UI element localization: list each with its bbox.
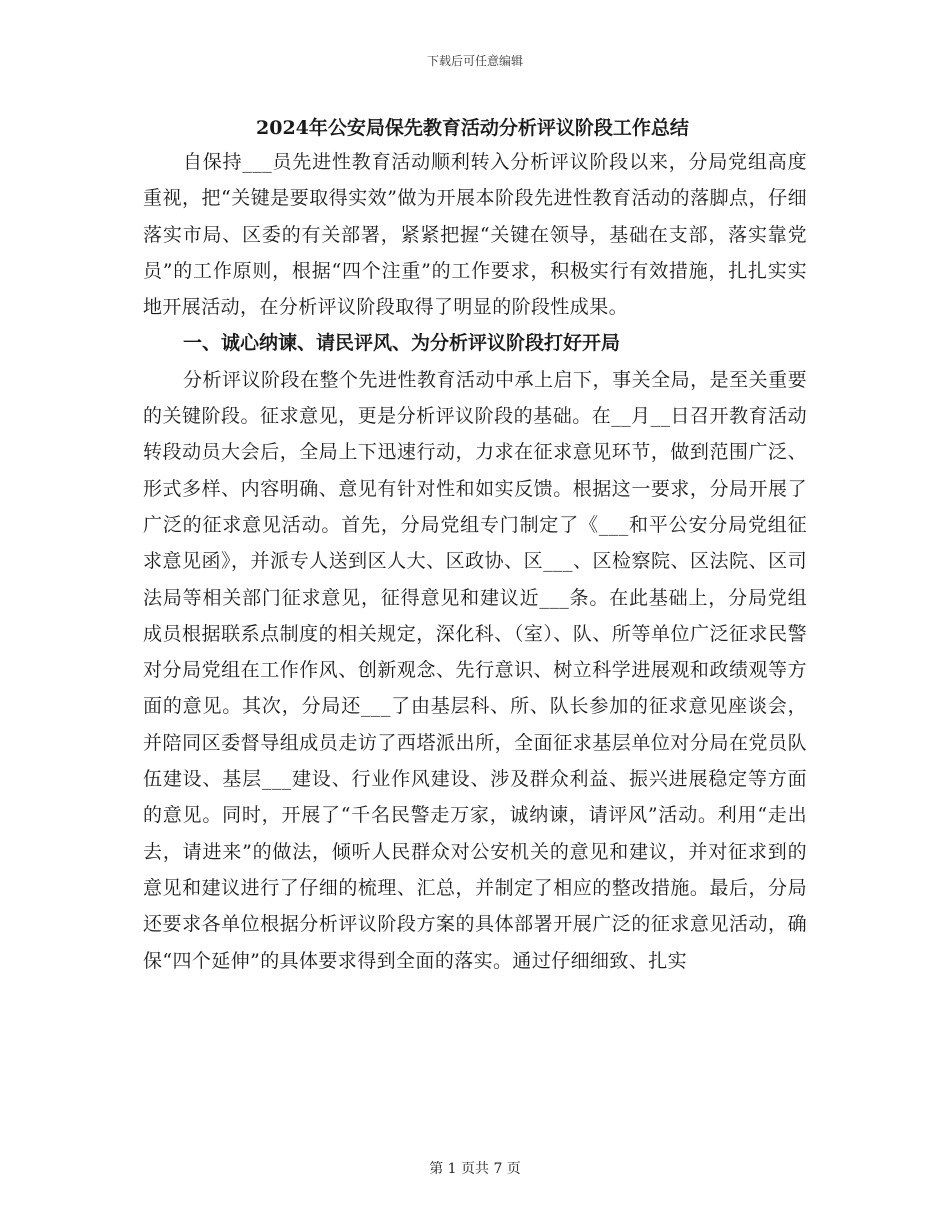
document-title: 2024年公安局保先教育活动分析评议阶段工作总结 [256,117,689,139]
page-number: 第 1 页共 7 页 [429,1161,521,1177]
document-body [143,112,807,979]
header-note: 下载后可任意编辑 [426,54,523,68]
section-heading-1: 一、诚心纳谏、请民评风、为分析评议阶段打好开局 [183,332,621,355]
section-1-paragraph: 分析评议阶段在整个先进性教育活动中承上启下，事关全局，是至关重要的关键阶段。征求意见，更是分析评议阶段的基础。在__月__日召开教育活动转段动员大会后，全局上下迅速行动，力求在征求意见环节，做到范围广泛、形式多样、内容明确、意见有针对性和如实反馈。根据这一要求，分局开展了广泛的征求意见活动。首先，分局党组专门制定了《___和平公安分局党组征求意见函》，并派专人送到区人大、区政协、区___、区检察院、区法院、区司法局等相关部门征求意见，征得意见和建议近___条。在此基础上，分局党组成员根据联系点制度的相关规定，深化科、（室）、队、所等单位广泛征求民警对分局党组在工作作风、创新观念、先行意识、树立科学进展观和政绩观等方面的意见。其次，分局还___了由基层科、所、队长参加的征求意见座谈会，并陪同区委督导组成员走访了西塔派出所，全面征求基层单位对分局在党员队伍建设、基层___建设、行业作风建设、涉及群众利益、振兴进展稳定等方面的意见。同时，开展了“千名民警走万家，诚纳谏，请评风”活动。利用“走出去，请进来”的做法，倾听人民群众对公安机关的意见和建议，并对征求到的意见和建议进行了仔细的梳理、汇总，并制定了相应的整改措施。最后，分局还要求各单位根据分析评议阶段方案的具体部署开展广泛的征求意见活动，确保“四个延伸”的具体要求得到全面的落实。通过仔细细致、扎实 [143,368,807,972]
intro-paragraph: 自保持___员先进性教育活动顺利转入分析评议阶段以来，分局党组高度重视，把“关键是要取得实效”做为开展本阶段先进性教育活动的落脚点，仔细落实市局、区委的有关部署，紧紧把握“关键在领导，基础在支部，落实靠党员”的工作原则，根据“四个注重”的工作要求，积极实行有效措施，扎扎实实地开展活动，在分析评议阶段取得了明显的阶段性成果。 [143,151,807,319]
